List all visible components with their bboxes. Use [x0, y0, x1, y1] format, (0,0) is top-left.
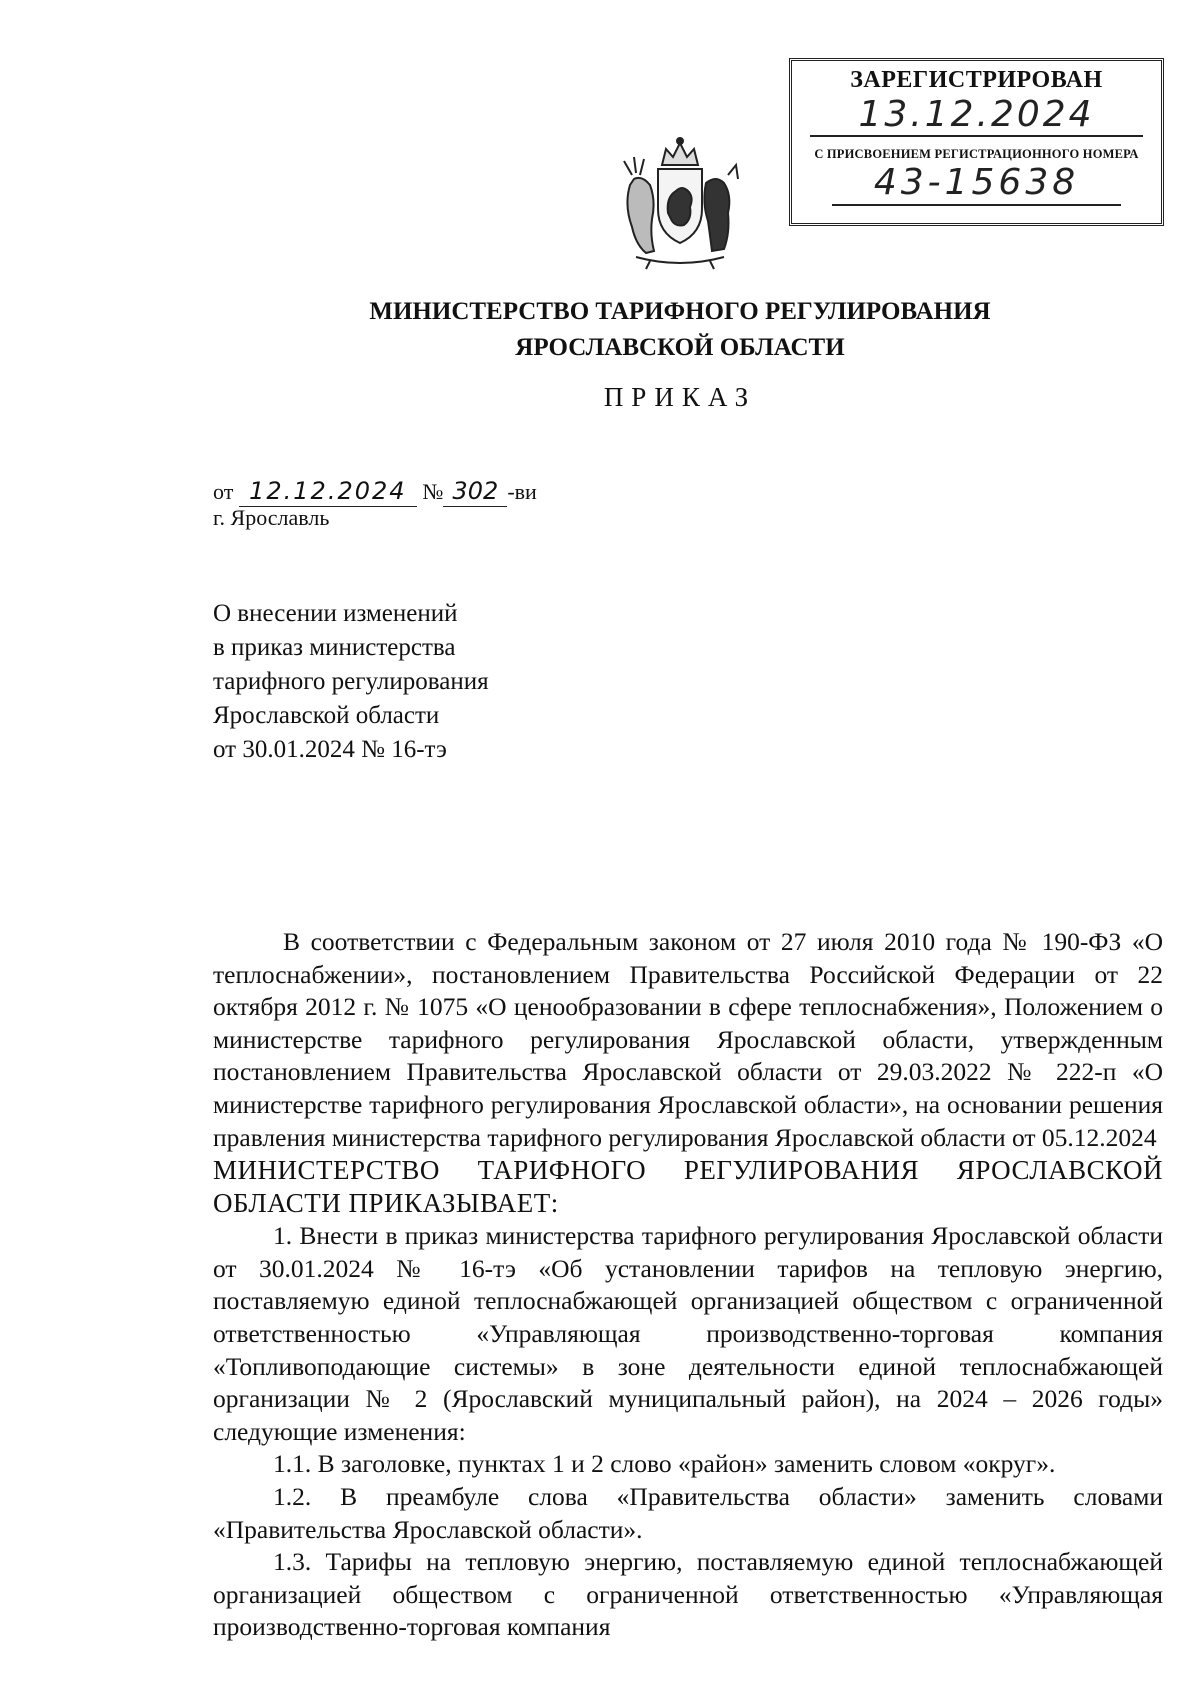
registration-stamp	[789, 58, 1164, 226]
order-date-line	[213, 476, 537, 507]
number-prefix: №	[422, 479, 444, 504]
subject-line-4: Ярославской области	[213, 702, 440, 729]
item-1-2-paragraph: 1.2. В преамбуле слова «Правительства области» заменить словами «Правительства Ярославской области».	[213, 1481, 1163, 1544]
number-suffix: -ви	[507, 479, 537, 504]
subject-line-3: тарифного регулирования	[213, 668, 489, 695]
order-subject	[213, 597, 489, 767]
ministry-line-1: МИНИСТЕРСТВО ТАРИФНОГО РЕГУЛИРОВАНИЯ	[369, 298, 991, 325]
item-1-1-paragraph: 1.1. В заголовке, пунктах 1 и 2 слово «район» заменить словом «округ».	[273, 1449, 1056, 1479]
order-date: 12.12.2024	[239, 476, 417, 507]
stamp-date: 13.12.2024	[810, 95, 1143, 137]
subject-line-1: О внесении изменений	[213, 600, 458, 627]
coat-of-arms-icon	[610, 135, 750, 270]
item-1-paragraph: 1. Внести в приказ министерства тарифного регулирования Ярославской области от 30.01.2024 № 16-тэ «Об установлении тарифов на тепловую энергию, поставляемую единой теплоснабжающей организацией обществом с ограниченной ответственностью «Управляющая производственно-торговая компания «Топливоподающие системы» в зоне деятельности единой теплоснабжающей организации № 2 (Ярославский муниципальный район), на 2024 – 2026 годы» следующие изменения:	[213, 1221, 1163, 1446]
stamp-caption: С ПРИСВОЕНИЕМ РЕГИСТРАЦИОННОГО НОМЕРА	[814, 147, 1139, 161]
order-number: 302	[443, 476, 507, 507]
stamp-number: 43-15638	[832, 162, 1121, 206]
subject-line-5: от 30.01.2024 № 16-тэ	[213, 736, 447, 763]
subject-line-2: в приказ министерства	[213, 634, 456, 661]
date-prefix: от	[213, 479, 234, 504]
decree-paragraph: МИНИСТЕРСТВО ТАРИФНОГО РЕГУЛИРОВАНИЯ ЯРОСЛАВСКОЙ ОБЛАСТИ ПРИКАЗЫВАЕТ:	[213, 1155, 1163, 1219]
ministry-line-2: ЯРОСЛАВСКОЙ ОБЛАСТИ	[515, 334, 845, 361]
stamp-title: ЗАРЕГИСТРИРОВАН	[850, 67, 1103, 93]
item-1-3-paragraph: 1.3. Тарифы на тепловую энергию, поставляемую единой теплоснабжающей организацией обществом с ограниченной ответственностью «Управляющая производственно-торговая компания	[213, 1547, 1163, 1642]
preamble-paragraph: В соответствии с Федеральным законом от 27 июля 2010 года № 190-ФЗ «О теплоснабжении», постановлением Правительства Российской Федерации от 22 октября 2012 г. № 1075 «О ценообразовании в сфере теплоснабжения», Положением о министерстве тарифного регулирования Ярославской области, утвержденным постановлением Правительства Ярославской области от 29.03.2022 № 222-п «О министерстве тарифного регулирования Ярославской области», на основании решения правления министерства тарифного регулирования Ярославской области от 05.12.2024	[213, 927, 1163, 1152]
city: г. Ярославль	[213, 505, 330, 530]
ministry-name	[200, 294, 1160, 366]
order-body	[213, 926, 1163, 1644]
order-title: ПРИКАЗ	[603, 382, 757, 412]
